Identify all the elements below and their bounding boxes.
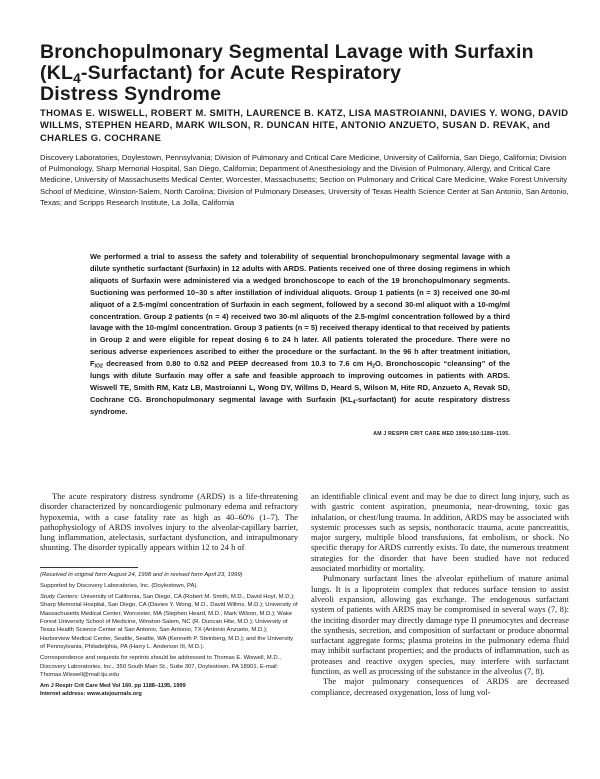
author-list: THOMAS E. WISWELL, ROBERT M. SMITH, LAURENCE B. KATZ, LISA MASTROIANNI, DAVIES Y. WONG, DAVID WILLMS, STEPHEN HEARD, MARK WILSON, R. DUNCAN HITE, ANTONIO ANZUETO, SUSAN D. REVAK, and CHARLES G. COCHRANE: [40, 107, 569, 143]
body-paragraph: Pulmonary surfactant lines the alveolar epithelium of mature animal lungs. It is a lipoprotein complex that reduces surface tension to assist alveoli expansion, allowing gas exchange. The endogenous surfactant system of patients with ARDS may be compromised in several ways (7, 8): the inciting disorder may directly damage type II pneumocytes and decrease the synthesis, secretion, and composition of surfactant or produce abnormal surfactant aggregate forms; plasma proteins in the pulmonary edema fluid may inhibit surfactant properties; and the products of inflammation, such as proteases and reactive oxygen species, may interfere with surfactant function, as well as processing of the substance in the alveolus (7, 8).: [311, 573, 569, 677]
article-title: Bronchopulmonary Segmental Lavage with Surfaxin $(KL_4-Surfactant)$ for Acute Respiratory Distress Syndrome: [40, 41, 534, 105]
body-paragraph: an identifiable clinical event and may be due to direct lung injury, such as with gastric content aspiration, pneumonia, near-drowning, toxic gas inhalation, or chest/lung trauma. In addition, ARDS may be associated with systemic processes such as sepsis, nonthoracic trauma, acute pancreatitis, major surgery, multiple blood transfusions, fat embolism, or shock. No specific therapy for ARDS currently exists. To date, the numerous treatment strategies for the disorder that have been studied have not reduced associated morbidity or mortality.: [311, 491, 569, 574]
correspondence-note: Correspondence and requests for reprints should be addressed to Thomas E. Wiswell, M.D., Discovery Laboratories, Inc., 350 South Main St., Suite 307, Doylestown, PA 18901. E-mail: Thomas.Wiswell@mail.tju.edu: [40, 655, 281, 678]
study-centers-note: Study Centers: University of California, San Diego, CA (Robert M. Smith, M.D., David Hoyt, M.D.); Sharp Memorial Hospital, San Diego, CA (Davies Y. Wong, M.D., David Willms, M.D.); University of Massachusetts Medical Center, Worcester, MA (Stephen Heard, M.D., Mark Wilson, M.D.); Wake Forest University School of Medicine, Winston-Salem, NC (R. Duncan Hite, M.D.); University of Texas Health Science Center at San Antonio, San Antonio, TX (Antonio Anzueto, M.D.); Harborview Medical Center, Seattle, Seattle, WA (Kenneth P. Steinberg, M.D.); and the University of Pennsylvania, Philadelphia, PA (Harry L. Anderson III, M.D.).: [40, 593, 298, 651]
body-paragraph: The acute respiratory distress syndrome (ARDS) is a life-threatening disorder characterized by noncardiogenic pulmonary edema and refractory hypoxemia, with a case fatality rate as high as 40–60% (1–7). The pathophysiology of ARDS involves injury to the alveolar-capillary barrier, lung inflammation, atelectasis, surfactant dysfunction, and intrapulmonary shunting. The disorder typically appears within 12 to 24 h of: [40, 491, 298, 553]
abstract-citation: AM J RESPIR CRIT CARE MED 1999;160:1188–1195.: [373, 431, 510, 437]
affiliations: Discovery Laboratories, Doylestown, Pennsylvania; Division of Pulmonary and Critical Care Medicine, University of California, San Diego, California; Division of Pulmonology, Sharp Memorial Hospital, San Diego, California; Department of Anesthesiology and the Division of Pulmonary, Allergy, and Critical Care Medicine, University of Massachusetts Medical Center, Worcester, Massachusetts; Section on Pulmonary and Critical Care Medicine, Wake Forest University School of Medicine, Winston-Salem, North Carolina; Division of Pulmonary Diseases, University of Texas Health Science Center at San Antonio, San Antonio, Texas; and Scripps Research Institute, La Jolla, California: [40, 153, 569, 207]
footnotes: [40, 571, 298, 699]
received-note: (Received in original form August 24, 1998 and in revised form April 23, 1999): [40, 572, 243, 578]
internet-address: Internet address: www.atsjournals.org: [40, 691, 142, 698]
body-paragraph: The major pulmonary consequences of ARDS are decreased compliance, decreased oxygenation, loss of lung vol-: [311, 676, 569, 697]
abstract: We performed a trial to assess the safety and tolerability of sequential bronchopulmonary segmental lavage with a dilute synthetic surfactant (Surfaxin) in 12 adults with ARDS. Patients received one of three dosing regimens in which aliquots of Surfaxin were administered via a wedged bronchoscope to each of the 19 bronchopulmonary segments. Suctioning was performed 10–30 s after instillation of individual aliquots. Group 1 patients (n = 3) received one 30-ml aliquot of a 2.5-mg/ml concentration of Surfaxin in each segment, followed by a second 30-ml aliquot with a 10-mg/ml concentration. Group 2 patients (n = 4) received two 30-ml aliquots of the 2.5-mg/ml concentration followed by a third lavage with the 10-mg/ml concentration. Group 3 patients (n = 5) received therapy identical to that received by patients in Group 2 and were eligible for repeat dosing 6 to 24 h later. All patients tolerated the procedure. There were no serious adverse experiences ascribed to either the procedure or the surfactant. In the 96 h after treatment initiation, $F_{IO2}$ decreased from 0.80 to 0.52 and PEEP decreased from 10.3 to 7.6 cm $H_2O$. Bronchoscopic “cleansing” of the lungs with dilute Surfaxin may offer a safe and feasible approach to improving outcomes in patients with ARDS. Wiswell TE, Smith RM, Katz LB, Mastroianni L, Wong DY, Willms D, Heard S, Wilson M, Hite RD, Anzueto A, Revak SD, Cochrane CG. Bronchopulmonary segmental lavage with Surfaxin $(KL_4-surfactant)$ for acute respiratory distress syndrome.: [90, 252, 510, 416]
support-note: Supported by Discovery Laboratories, Inc. (Doylestown, PA).: [40, 582, 199, 589]
body-column-left: [40, 491, 298, 553]
footnote-divider: [40, 567, 138, 568]
body-column-right: [311, 491, 569, 697]
journal-info: Am J Respir Crit Care Med Vol 160. pp 1188–1195, 1999: [40, 682, 186, 689]
